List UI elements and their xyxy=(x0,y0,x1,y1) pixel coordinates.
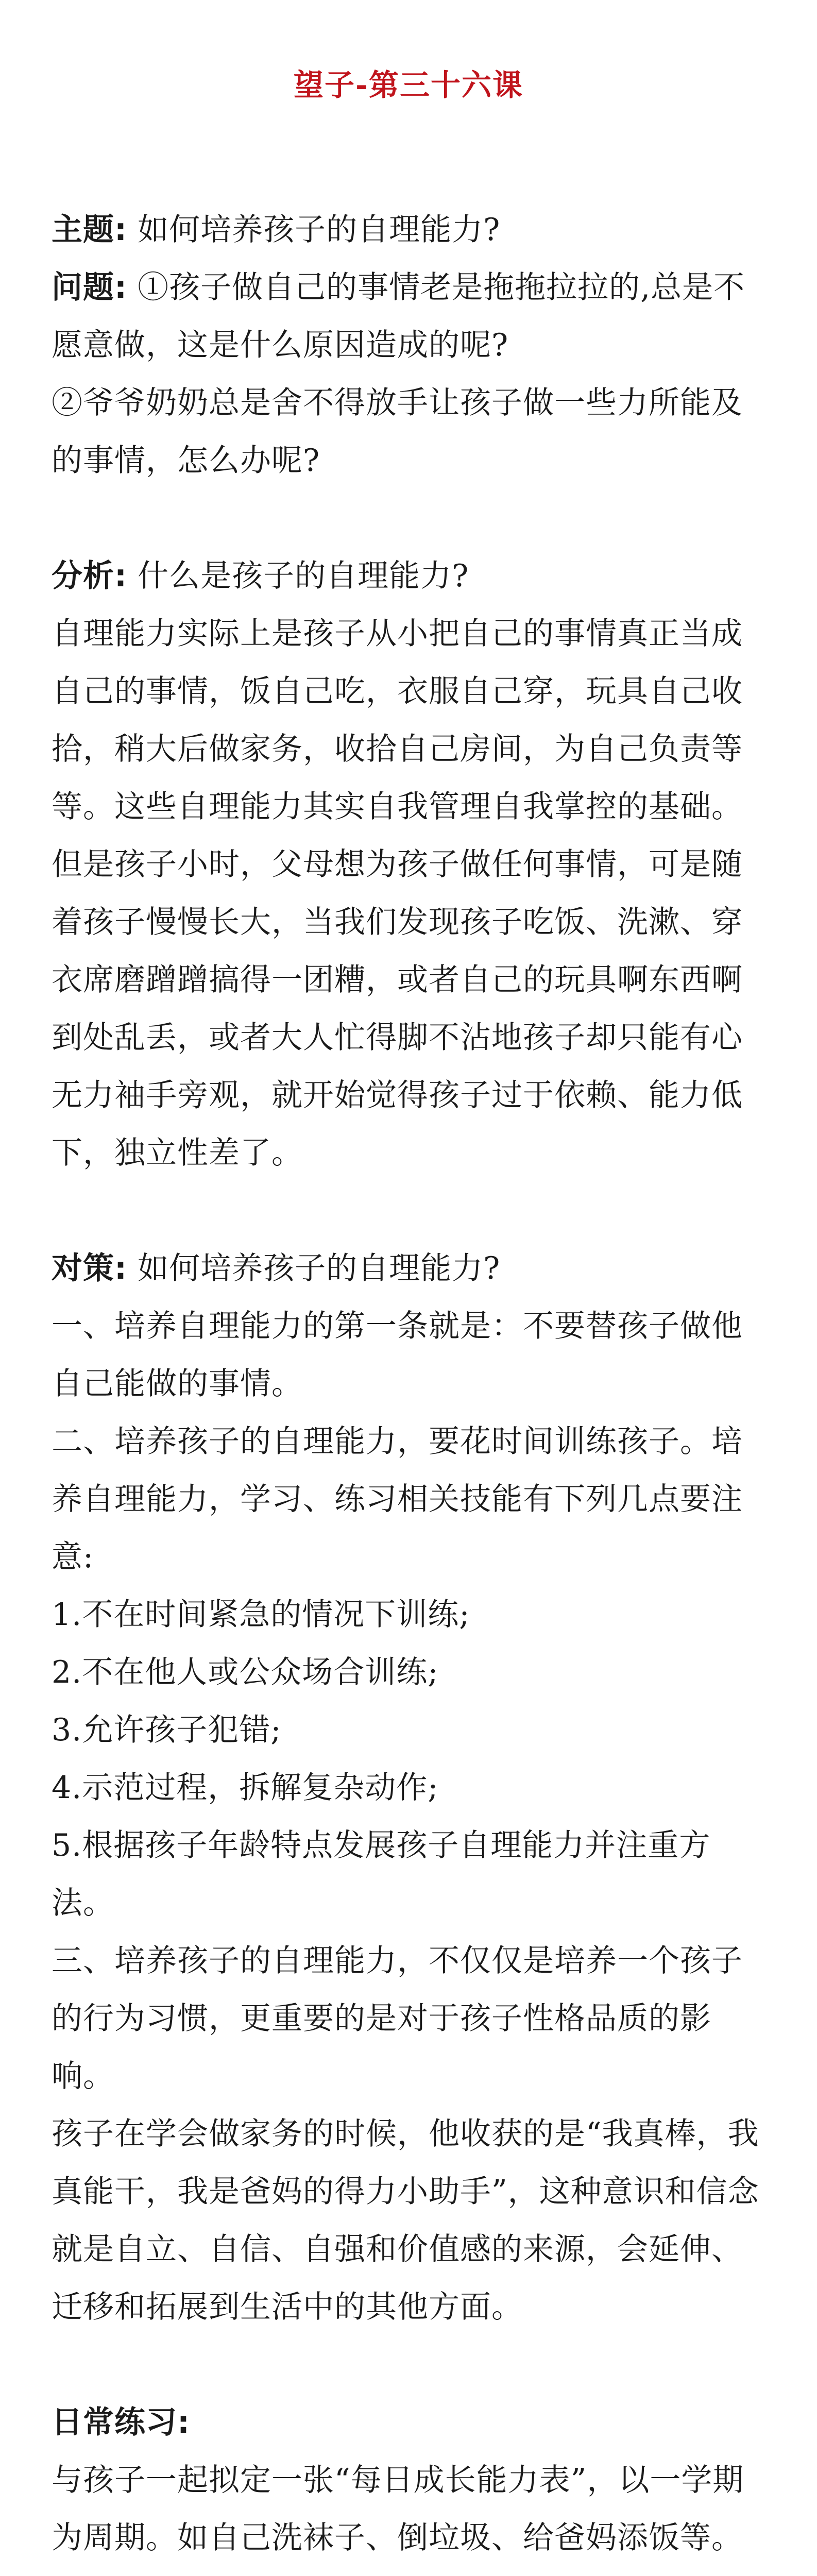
spacer xyxy=(52,2336,765,2394)
strategy-section xyxy=(52,1240,765,2336)
list-item: 3.允许孩子犯错; xyxy=(52,1712,282,1748)
list-item: 4.示范过程，拆解复杂动作; xyxy=(52,1770,439,1806)
strategy-point-1: 一、培养自理能力的第一条就是：不要替孩子做他自己能做的事情。 xyxy=(52,1308,743,1402)
spacer xyxy=(52,489,765,547)
analysis-label: 分析: xyxy=(52,558,127,594)
analysis-heading: 什么是孩子的自理能力? xyxy=(138,558,469,594)
analysis-body: 自理能力实际上是孩子从小把自己的事情真正当成自己的事情，饭自己吃，衣服自己穿，玩具自己收拾，稍大后做家务，收拾自己房间，为自己负责等等。这些自理能力其实自我管理自我掌控的基础。但是孩子小时，父母想为孩子做任何事情，可是随着孩子慢慢长大，当我们发现孩子吃饭、洗漱、穿衣席磨蹭蹭搞得一团糟，或者自己的玩具啊东西啊到处乱丢，或者大人忙得脚不沾地孩子却只能有心无力袖手旁观，就开始觉得孩子过于依赖、能力低下，独立性差了。 xyxy=(52,616,743,1171)
practice-heading xyxy=(52,2394,765,2451)
question-1-text: ①孩子做自己的事情老是拖拖拉拉的,总是不愿意做，这是什么原因造成的呢? xyxy=(52,269,745,363)
strategy-point-4: 孩子在学会做家务的时候，他收获的是“我真棒，我真能干，我是爸妈的得力小助手”，这种意识和信念就是自立、自信、自强和价值感的来源，会延伸、迁移和拓展到生活中的其他方面。 xyxy=(52,2116,759,2325)
theme-text: 如何培养孩子的自理能力? xyxy=(138,212,501,248)
strategy-point-3: 三、培养孩子的自理能力，不仅仅是培养一个孩子的行为习惯，更重要的是对于孩子性格品质的影响。 xyxy=(52,1943,743,2094)
question-2-text: ②爷爷奶奶总是舍不得放手让孩子做一些力所能及的事情，怎么办呢? xyxy=(52,385,743,479)
analysis-section xyxy=(52,547,765,1182)
strategy-heading: 如何培养孩子的自理能力? xyxy=(138,1250,501,1286)
question-line-1 xyxy=(52,259,765,374)
practice-section xyxy=(52,2394,765,2567)
list-item: 5.根据孩子年龄特点发展孩子自理能力并注重方法。 xyxy=(52,1827,711,1921)
strategy-label: 对策: xyxy=(52,1250,127,1286)
theme-line xyxy=(52,201,765,259)
theme-label: 主题: xyxy=(52,212,127,248)
practice-body: 与孩子一起拟定一张“每日成长能力表”，以一学期为周期。如自己洗袜子、倒垃圾、给爸妈添饭等。 xyxy=(52,2462,744,2556)
question-section xyxy=(52,259,765,489)
strategy-point-2: 二、培养孩子的自理能力，要花时间训练孩子。培养自理能力，学习、练习相关技能有下列几点要注意: xyxy=(52,1423,743,1575)
list-item: 2.不在他人或公众场合训练; xyxy=(52,1654,439,1690)
theme-section xyxy=(52,201,765,259)
strategy-heading-line xyxy=(52,1240,765,1297)
spacer xyxy=(52,1182,765,1240)
analysis-heading-line xyxy=(52,547,765,605)
page-title: 望子-第三十六课 xyxy=(293,67,524,103)
practice-label: 日常练习: xyxy=(52,2404,190,2441)
question-label: 问题: xyxy=(52,269,127,306)
list-item: 1.不在时间紧急的情况下训练; xyxy=(52,1597,470,1633)
